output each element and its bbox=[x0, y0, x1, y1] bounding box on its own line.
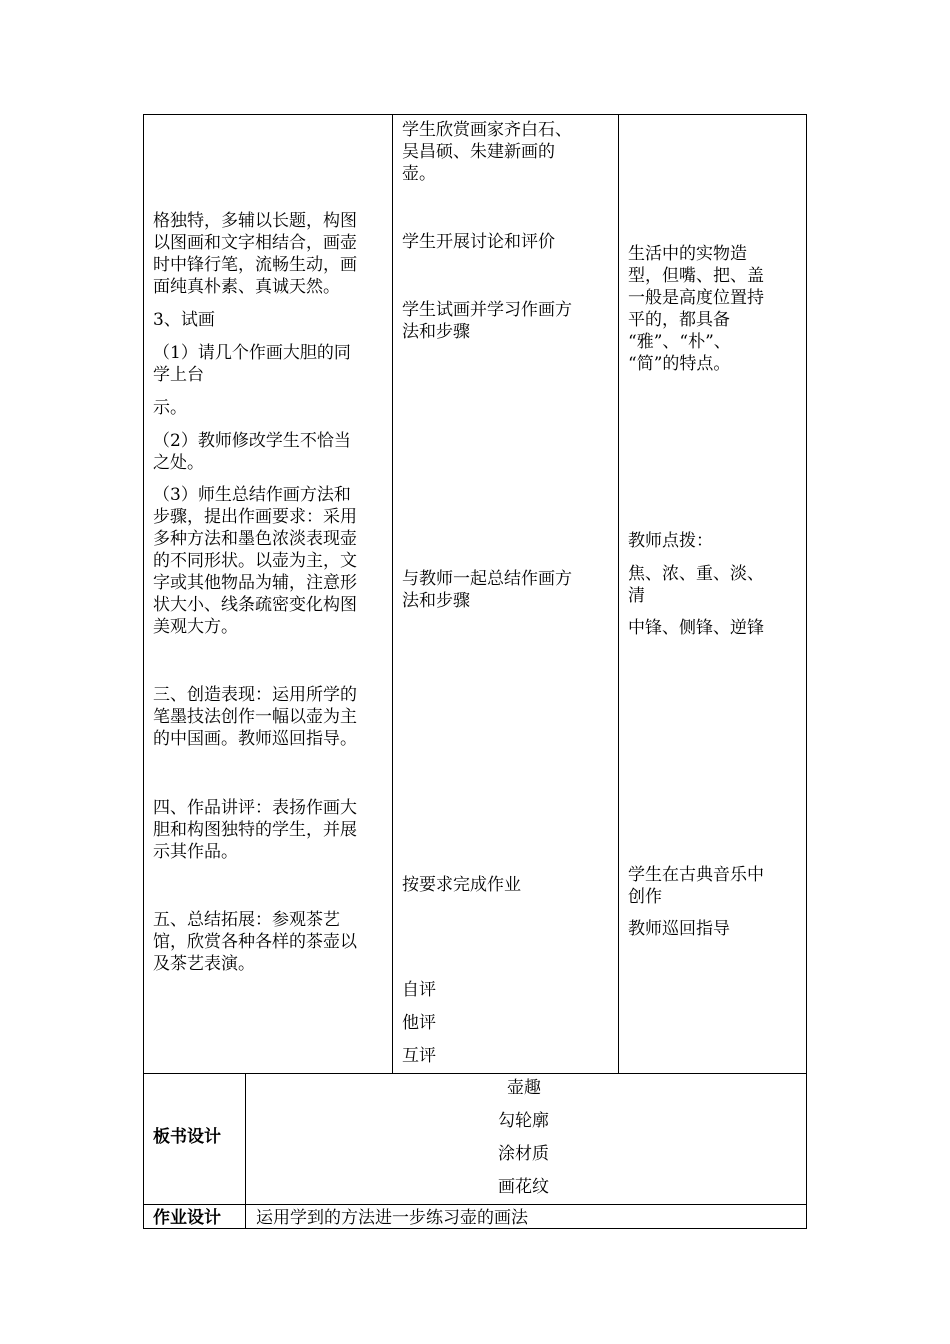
try-step-2: 之处。 bbox=[153, 453, 204, 473]
try-step-1: （1）请几个作画大胆的同 bbox=[153, 343, 351, 363]
with-teacher-text: 与教师一起总结作画方 bbox=[402, 569, 572, 589]
summary-section: 五、总结拓展：参观茶艺 bbox=[153, 910, 340, 930]
board-line: 勾轮廓 bbox=[498, 1111, 549, 1131]
other-eval: 他评 bbox=[402, 1013, 436, 1033]
try-step-3: 多种方法和墨色浓淡表现壶 bbox=[153, 529, 357, 549]
create-section: 的中国画。教师巡回指导。 bbox=[153, 729, 357, 749]
row-divider-board bbox=[143, 1073, 807, 1074]
table-border-top bbox=[143, 114, 807, 115]
trydraw-text: 法和步骤 bbox=[402, 322, 470, 342]
try-step-3: （3）师生总结作画方法和 bbox=[153, 485, 351, 505]
life-text: 生活中的实物造 bbox=[628, 244, 747, 264]
try-step-1: 学上台 bbox=[153, 365, 204, 385]
row-divider-homework bbox=[143, 1204, 807, 1205]
review-section: 示其作品。 bbox=[153, 842, 238, 862]
trydraw-text: 学生试画并学习作画方 bbox=[402, 300, 572, 320]
try-step-3: 字或其他物品为辅，注意形 bbox=[153, 573, 357, 593]
life-text: 一般是高度位置持 bbox=[628, 288, 764, 308]
appreciate-text: 壶。 bbox=[402, 164, 436, 184]
try-step-3: 状大小、线条疏密变化构图 bbox=[153, 595, 357, 615]
life-text: “雅”、“朴”、 bbox=[628, 332, 731, 352]
try-step-3: 步骤，提出作画要求：采用 bbox=[153, 507, 357, 527]
homework-label: 作业设计 bbox=[153, 1208, 221, 1228]
column-divider-2 bbox=[618, 114, 619, 1073]
discuss-text: 学生开展讨论和评价 bbox=[402, 232, 555, 252]
try-step-2: （2）教师修改学生不恰当 bbox=[153, 431, 351, 451]
homework-text: 运用学到的方法进一步练习壶的画法 bbox=[256, 1208, 528, 1228]
create-section: 三、创造表现：运用所学的 bbox=[153, 685, 357, 705]
table-border-left bbox=[143, 114, 144, 1229]
try-heading: 3、试画 bbox=[153, 310, 215, 330]
with-teacher-text: 法和步骤 bbox=[402, 591, 470, 611]
show-text: 示。 bbox=[153, 398, 187, 418]
patrol-text: 教师巡回指导 bbox=[628, 919, 730, 939]
review-section: 胆和构图独特的学生，并展 bbox=[153, 820, 357, 840]
column-divider-1 bbox=[392, 114, 393, 1073]
music-text: 创作 bbox=[628, 887, 662, 907]
board-label: 板书设计 bbox=[153, 1127, 221, 1147]
self-eval: 自评 bbox=[402, 980, 436, 1000]
appreciate-text: 吴昌硕、朱建新画的 bbox=[402, 142, 555, 162]
review-section: 四、作品讲评：表扬作画大 bbox=[153, 798, 357, 818]
style-text-line: 面纯真朴素、真诚天然。 bbox=[153, 277, 340, 297]
guide-heading: 教师点拨： bbox=[628, 531, 713, 551]
appreciate-text: 学生欣赏画家齐白石、 bbox=[402, 120, 572, 140]
life-text: 平的，都具备 bbox=[628, 310, 730, 330]
music-text: 学生在古典音乐中 bbox=[628, 865, 764, 885]
create-section: 笔墨技法创作一幅以壶为主 bbox=[153, 707, 357, 727]
try-step-3: 美观大方。 bbox=[153, 617, 238, 637]
board-line: 壶趣 bbox=[507, 1078, 541, 1098]
life-text: 型，但嘴、把、盖 bbox=[628, 266, 764, 286]
ink-text: 清 bbox=[628, 586, 645, 606]
table-border-right bbox=[806, 114, 807, 1229]
life-text: “简”的特点。 bbox=[628, 354, 731, 374]
summary-section: 及茶艺表演。 bbox=[153, 954, 255, 974]
style-text-line: 格独特，多辅以长题，构图 bbox=[153, 211, 357, 231]
brush-text: 中锋、侧锋、逆锋 bbox=[628, 618, 764, 638]
board-line: 涂材质 bbox=[498, 1144, 549, 1164]
mutual-eval: 互评 bbox=[402, 1046, 436, 1066]
board-line: 画花纹 bbox=[498, 1177, 549, 1197]
style-text-line: 时中锋行笔，流畅生动，画 bbox=[153, 255, 357, 275]
label-column-divider bbox=[245, 1073, 246, 1228]
try-step-3: 的不同形状。以壶为主，文 bbox=[153, 551, 357, 571]
summary-section: 馆，欣赏各种各样的茶壶以 bbox=[153, 932, 357, 952]
homework-complete-text: 按要求完成作业 bbox=[402, 875, 521, 895]
style-text-line: 以图画和文字相结合，画壶 bbox=[153, 233, 357, 253]
ink-text: 焦、浓、重、淡、 bbox=[628, 564, 764, 584]
